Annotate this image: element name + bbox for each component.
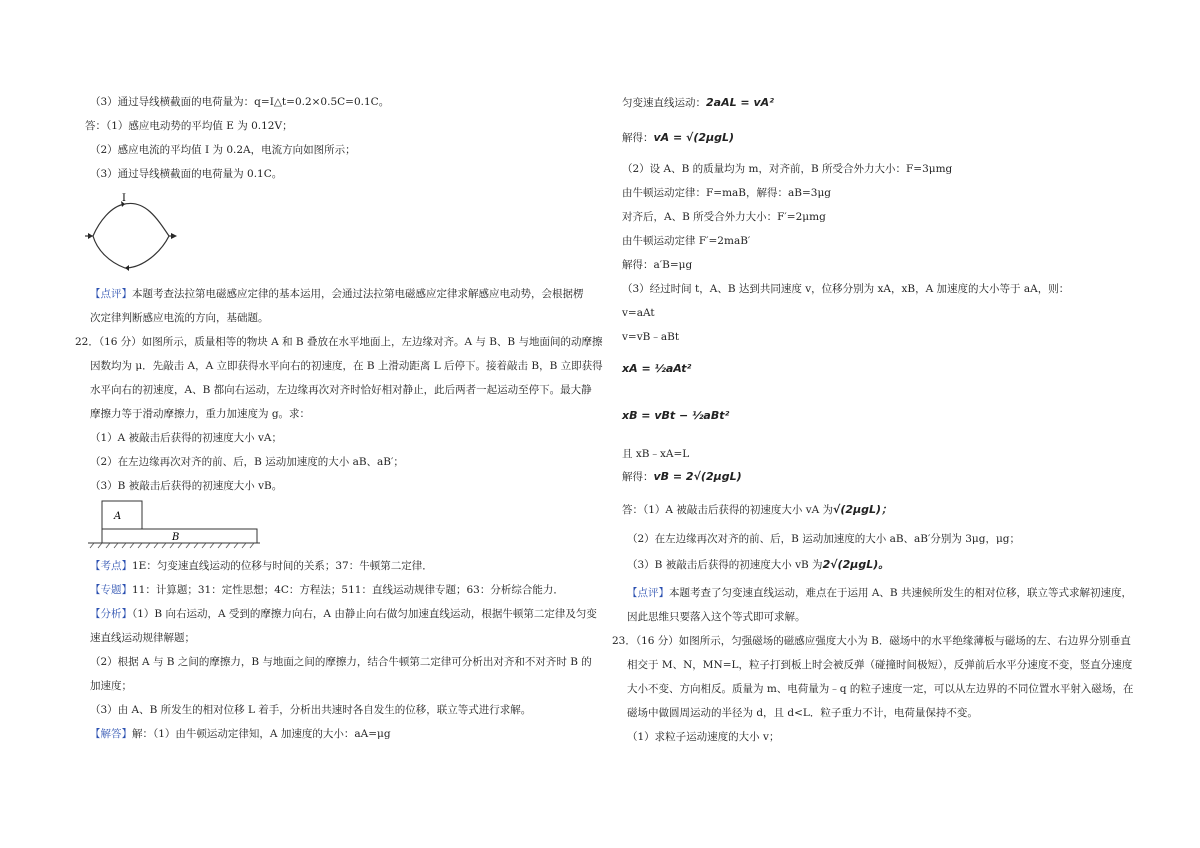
text-line: 由牛顿运动定律：F=maB，解得：aB=3μg	[622, 187, 832, 199]
question-line: 相交于 M、N，MN=L，粒子打到板上时会被反弹（碰撞时间极短），反弹前后水平分速度不变，竖直分速度	[627, 659, 1133, 671]
question-line: 水平向右的初速度，A、B 都向右运动，左边缘再次对齐时恰好相对静止，此后两者一起运动至停下。最大静	[90, 384, 592, 396]
comment-text: 本题考查了匀变速直线运动，难点在于运用 A、B 共速候所发生的相对位移，联立等式求解初速度，	[669, 587, 1132, 599]
jieda-tag: 【解答】	[90, 728, 132, 740]
text-line	[622, 96, 774, 110]
formula: √(2μgL)；	[833, 503, 893, 516]
fenxi-line	[90, 607, 597, 621]
text-line: （3）通过导线横截面的电荷量为 0.1C。	[90, 168, 283, 180]
text-line: （2）设 A、B 的质量均为 m，对齐前，B 所受合外力大小：F=3μmg	[622, 163, 953, 175]
question-line: 22．（16 分）如图所示，质量相等的物块 A 和 B 叠放在水平地面上，左边缘对齐。A 与 B、B 与地面间的动摩擦	[75, 336, 603, 348]
comment-tag: 【点评】	[627, 587, 669, 599]
jieda-text: 解：（1）由牛顿运动定律知，A 加速度的大小：aA=μg	[132, 728, 391, 740]
text-line: （2）根据 A 与 B 之间的摩擦力，B 与地面之间的摩擦力，结合牛顿第二定律可分析出对齐和不对齐时 B 的	[90, 656, 592, 668]
text-line	[622, 470, 742, 484]
question-line: （1）求粒子运动速度的大小 v；	[627, 731, 780, 743]
text-line	[627, 558, 889, 572]
question-line: （1）A 被敲击后获得的初速度大小 vA；	[90, 432, 282, 444]
text-line: 解得：a′B=μg	[622, 259, 693, 271]
formula: 2aAL = vA²	[706, 96, 774, 109]
formula: vB = 2√(2μgL)	[653, 470, 742, 483]
kaodian-tag: 【考点】	[90, 560, 132, 572]
text-line: 由牛顿运动定律 F′=2maB′	[622, 235, 751, 247]
question-line: 磁场中做圆周运动的半径为 d，且 d<L．粒子重力不计，电荷量保持不变。	[627, 707, 978, 719]
fenxi-tag: 【分析】	[90, 608, 132, 620]
zhuanti-line	[90, 583, 564, 597]
text-line: 次定律判断感应电流的方向，基础题。	[90, 312, 269, 324]
comment-line	[90, 287, 584, 301]
block-a-label: A	[114, 511, 122, 522]
text: 匀变速直线运动：	[622, 97, 706, 109]
question-line: 23．（16 分）如图所示，匀强磁场的磁感应强度大小为 B．磁场中的水平绝缘薄板与磁场的左、右边界分别垂直	[612, 635, 1131, 647]
current-loop-diagram	[85, 192, 185, 274]
text-line: v=vB﹣aBt	[622, 331, 680, 343]
comment-text: 本题考查法拉第电磁感应定律的基本运用，会通过法拉第电磁感应定律求解感应电动势，会根据楞	[132, 288, 584, 300]
text-line: （3）由 A、B 所发生的相对位移 L 着手，分析出共速时各自发生的位移，联立等式进行求解。	[90, 704, 532, 716]
text-line: （2）在左边缘再次对齐的前、后，B 运动加速度的大小 aB、aB′分别为 3μg，μg；	[627, 533, 1021, 545]
zhuanti-tag: 【专题】	[90, 584, 132, 596]
text-line: （2）感应电流的平均值 I 为 0.2A，电流方向如图所示；	[90, 144, 356, 156]
comment-line	[627, 586, 1132, 600]
text-line: 答：（1）感应电动势的平均值 E 为 0.12V；	[85, 120, 293, 132]
zhuanti-text: 11：计算题；31：定性思想；4C：方程法；511：直线运动规律专题；63：分析综合能力．	[132, 584, 564, 596]
formula: 2√(2μgL)。	[822, 558, 890, 571]
formula: vA = √(2μgL)	[653, 131, 735, 144]
comment-tag: 【点评】	[90, 288, 132, 300]
question-line: 大小不变、方向相反。质量为 m、电荷量为﹣q 的粒子速度一定，可以从左边界的不同位置水平射入磁场，在	[627, 683, 1134, 695]
jieda-line	[90, 727, 391, 741]
text-line: （3）经过时间 t，A、B 达到共同速度 v，位移分别为 xA，xB，A 加速度的大小等于 aA，则：	[622, 283, 1070, 295]
text: 解得：	[622, 132, 654, 144]
kaodian-line	[90, 559, 433, 573]
text-line: 速直线运动规律解题；	[90, 632, 195, 644]
text-line: 对齐后，A、B 所受合外力大小：F′=2μmg	[622, 211, 826, 223]
current-label: I	[122, 193, 126, 204]
text-line: 因此思维只要落入这个等式即可求解。	[627, 611, 806, 623]
kaodian-text: 1E：匀变速直线运动的位移与时间的关系；37：牛顿第二定律．	[132, 560, 433, 572]
fenxi-text: （1）B 向右运动，A 受到的摩擦力向右，A 由静止向右做匀加速直线运动，根据牛顿第二定律及匀变	[132, 608, 597, 620]
question-line: （2）在左边缘再次对齐的前、后，B 运动加速度的大小 aB、aB′；	[90, 456, 404, 468]
question-line: 因数均为 μ．先敲击 A，A 立即获得水平向右的初速度，在 B 上滑动距离 L 后停下。接着敲击 B，B 立即获得	[90, 360, 603, 372]
text-line	[622, 131, 734, 145]
text-line: v=aAt	[622, 307, 655, 319]
text-line: 且 xB﹣xA=L	[622, 448, 690, 460]
block-b-label: B	[172, 532, 180, 543]
blocks-diagram	[88, 498, 263, 550]
text: 解得：	[622, 471, 654, 483]
text-line: 加速度；	[90, 680, 132, 692]
formula: xA = ½aAt²	[622, 362, 692, 375]
text-line: （3）通过导线横截面的电荷量为：q=I△t=0.2×0.5C=0.1C。	[90, 96, 390, 108]
question-line: （3）B 被敲击后获得的初速度大小 vB。	[90, 480, 283, 492]
formula: xB = vBt − ½aBt²	[622, 409, 730, 422]
text: （3）B 被敲击后获得的初速度大小 vB 为	[627, 559, 823, 571]
text: 答：（1）A 被敲击后获得的初速度大小 vA 为	[622, 504, 834, 516]
text-line	[622, 503, 892, 517]
question-line: 摩擦力等于滑动摩擦力，重力加速度为 g。求：	[90, 408, 311, 420]
